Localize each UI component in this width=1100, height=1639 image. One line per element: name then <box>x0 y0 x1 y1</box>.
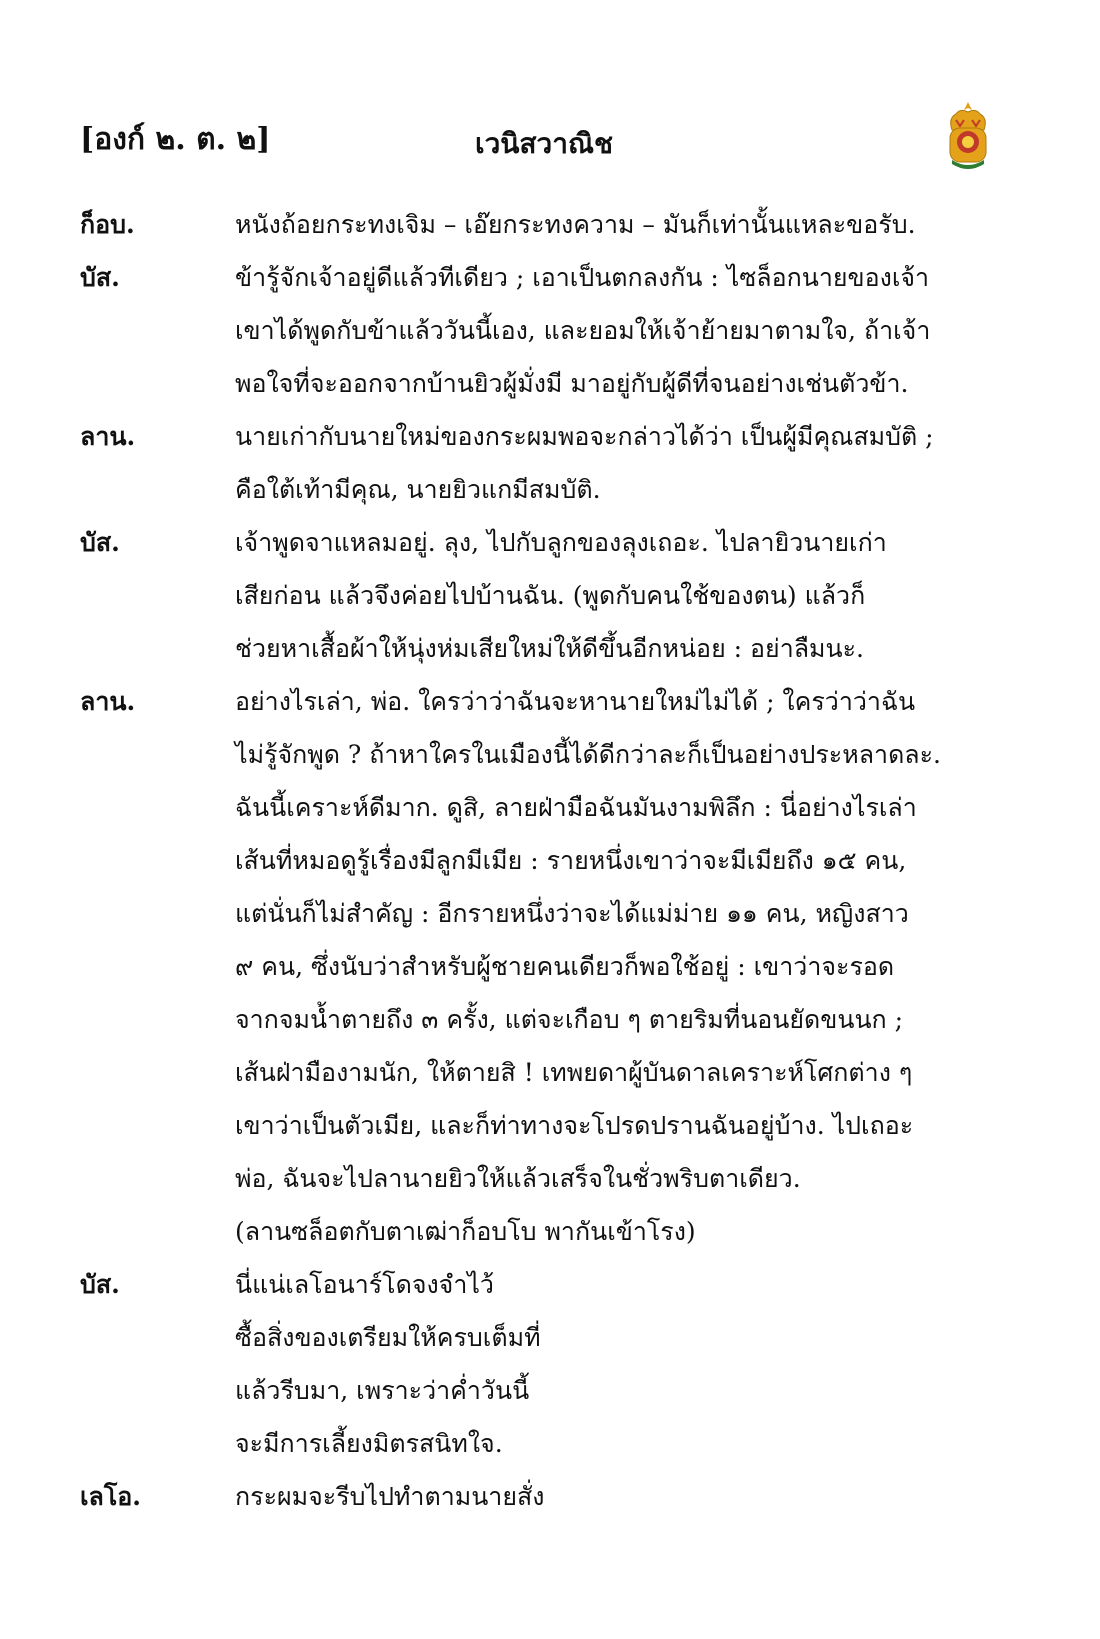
speech-block <box>80 675 1060 1205</box>
verse-line: กระผมจะรีบไปทำตามนายสั่ง <box>235 1482 545 1511</box>
speech-block <box>80 251 1060 410</box>
dialogue-line: ๙ คน, ซึ่งนับว่าสำหรับผู้ชายคนเดียวก็พอใช้อยู่ : เขาว่าจะรอด <box>235 952 895 981</box>
speech-lines <box>235 516 1060 675</box>
speaker-name: ก็อบ. <box>80 210 135 239</box>
dialogue-line: หนังถ้อยกระทงเจิม – เอ๊ยกระทงความ – มันก็เท่านั้นแหละขอรับ. <box>235 210 916 239</box>
page-title: เวนิสวาณิช <box>475 127 613 160</box>
dialogue-line: ฉันนี้เคราะห์ดีมาก. ดูสิ, ลายฝ่ามือฉันมันงามพิลึก : นี่อย่างไรเล่า <box>235 793 917 822</box>
speech-lines <box>235 410 1060 516</box>
speech-block <box>80 198 1060 251</box>
speech-block <box>80 516 1060 675</box>
dialogue-line: อย่างไรเล่า, พ่อ. ใครว่าว่าฉันจะหานายใหม่ไม่ได้ ; ใครว่าว่าฉัน <box>235 687 916 716</box>
dialogue-line: เส้นที่หมอดูรู้เรื่องมีลูกมีเมีย : รายหนึ่งเขาว่าจะมีเมียถึง ๑๕ คน, <box>235 846 907 875</box>
speech-block <box>80 1470 1060 1523</box>
dialogue-line: เส้นฝ่ามืองามนัก, ให้ตายสิ ! เทพยดาผู้บันดาลเคราะห์โศกต่าง ๆ <box>235 1058 913 1087</box>
speech-lines <box>235 675 1060 1205</box>
dialogue-line: เขาว่าเป็นตัวเมีย, และก็ท่าทางจะโปรดปรานฉันอยู่บ้าง. ไปเถอะ <box>235 1111 914 1140</box>
speech-block <box>80 1258 1060 1470</box>
speech-lines <box>235 251 1060 410</box>
dialogue-line: แต่นั่นก็ไม่สำคัญ : อีกรายหนึ่งว่าจะได้แม่ม่าย ๑๑ คน, หญิงสาว <box>235 899 909 928</box>
dialogue-line: เจ้าพูดจาแหลมอยู่. ลุง, ไปกับลูกของลุงเถอะ. ไปลายิวนายเก่า <box>235 528 887 557</box>
speaker-name: ลาน. <box>80 687 136 716</box>
verse-line: จะมีการเลี้ยงมิตรสนิทใจ. <box>235 1429 503 1458</box>
dialogue-line: นายเก่ากับนายใหม่ของกระผมพอจะกล่าวได้ว่า เป็นผู้มีคุณสมบัติ ; <box>235 422 934 451</box>
dialogue-line: เสียก่อน แล้วจึงค่อยไปบ้านฉัน. (พูดกับคนใช้ของตน) แล้วก็ <box>235 581 866 610</box>
dialogue-line: คือใต้เท้ามีคุณ, นายยิวแกมีสมบัติ. <box>235 475 601 504</box>
verse-lines <box>235 1258 1060 1470</box>
dialogue-line: ข้ารู้จักเจ้าอยู่ดีแล้วทีเดียว ; เอาเป็นตกลงกัน : ไซล็อกนายของเจ้า <box>235 263 930 292</box>
dialogue-line: พอใจที่จะออกจากบ้านยิวผู้มั่งมี มาอยู่กับผู้ดีที่จนอย่างเช่นตัวข้า. <box>235 369 909 398</box>
stage-direction: (ลานซล็อตกับตาเฒ่าก็อบโบ พากันเข้าโรง) <box>235 1217 696 1246</box>
speech-block <box>80 410 1060 516</box>
page-header <box>80 112 1040 182</box>
dialogue-line: พ่อ, ฉันจะไปลานายยิวให้แล้วเสร็จในชั่วพริบตาเดียว. <box>235 1164 801 1193</box>
dialogue-line: ช่วยหาเสื้อผ้าให้นุ่งห่มเสียใหม่ให้ดีขึ้นอีกหน่อย : อย่าลืมนะ. <box>235 634 865 663</box>
speaker-name: บัส. <box>80 263 120 292</box>
verse-line: นี่แน่เลโอนาร์โดจงจำไว้ <box>235 1270 494 1299</box>
speaker-name: บัส. <box>80 528 120 557</box>
speech-lines <box>235 198 1060 251</box>
dialogue-line: จากจมน้ำตายถึง ๓ ครั้ง, แต่จะเกือบ ๆ ตายริมที่นอนยัดขนนก ; <box>235 1005 904 1034</box>
dialogue-line: ไม่รู้จักพูด ? ถ้าหาใครในเมืองนี้ได้ดีกว่าละก็เป็นอย่างประหลาดละ. <box>235 740 942 769</box>
ministry-emblem-icon <box>942 100 994 172</box>
verse-lines <box>235 1470 1060 1523</box>
speaker-name: เลโอ. <box>80 1482 142 1511</box>
speaker-name: ลาน. <box>80 422 136 451</box>
dialogue-line: เขาได้พูดกับข้าแล้ววันนี้เอง, และยอมให้เจ้าย้ายมาตามใจ, ถ้าเจ้า <box>235 316 931 345</box>
act-scene-reference: [องก์ ๒. ต. ๒] <box>80 122 271 157</box>
speaker-name: บัส. <box>80 1270 120 1299</box>
verse-line: ซื้อสิ่งของเตรียมให้ครบเต็มที่ <box>235 1323 541 1352</box>
verse-line: แล้วรีบมา, เพราะว่าค่ำวันนี้ <box>235 1376 530 1405</box>
play-script <box>80 198 1060 1523</box>
